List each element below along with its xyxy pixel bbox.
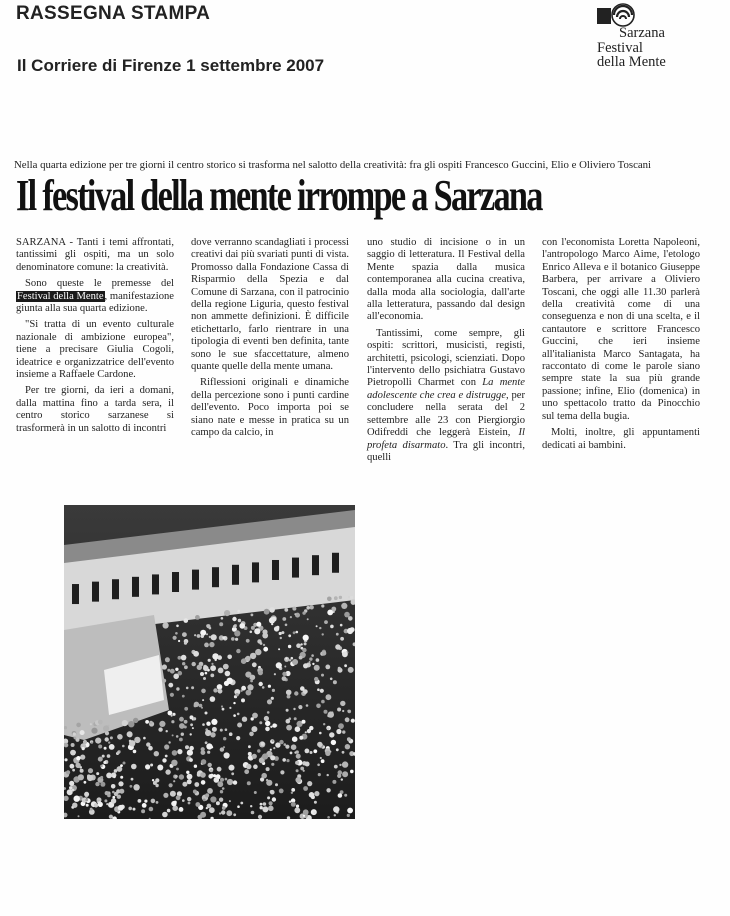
- paragraph: [367, 328, 525, 464]
- book-title: Il profeta disarmato: [367, 427, 525, 451]
- text-run: Tantissimi, come sempre, gli ospiti: scrittori, musicisti, registi, architetti, psicologi, scienziati. Dopo l'intervento dello psichiatra Gustavo Pietropolli Charmet con: [367, 327, 525, 389]
- text-run: Sono queste le premesse del: [25, 278, 174, 290]
- book-title: La mente adolescente che crea e distrugge: [367, 377, 525, 401]
- logo-line-sarzana: Sarzana: [619, 25, 665, 41]
- text-run: , manifestazione giunta alla sua quarta edizione.: [16, 290, 174, 315]
- paragraph: Molti, inoltre, gli appuntamenti dedicati ai bambini.: [542, 427, 700, 451]
- festival-name-highlight: Festival della Mente: [17, 290, 104, 302]
- logo-line-festival: Festival: [597, 39, 643, 56]
- aerial-crowd-photo: [64, 505, 355, 819]
- paragraph: con l'economista Loretta Napoleoni, l'antropologo Marco Aime, l'etologo Enrico Alleva e il botanico Giuseppe Barbera, per arrivare a Oliviero Toscani, che oggi alle 11.30 parlerà della creatività come di una conseguenza e non di una scelta, e il cantautore e scrittore Francesco Guccini, che ieri insieme all'italianista Marco Santagata, ha raccontato di come le parole siano sempre state la sua più grande passione; infine, Elio (domenica) in uno spettacolo tratto da Pinocchio sul tema della bugia.: [542, 237, 700, 422]
- paragraph: SARZANA - Tanti i temi affrontati, tantissimi gli ospiti, ma un solo denominatore comune: la creatività.: [16, 237, 174, 273]
- crowd-photo-graphic: [64, 505, 355, 819]
- article-headline: Il festival della mente irrompe a Sarzana: [16, 171, 542, 220]
- paragraph: uno studio di incisione o in un saggio di letteratura. Il Festival della Mente spazia dalla musica contemporanea alla cucina creativa, dalla moda alla sociologia, dall'arte alla letteratura, passando dal design all'economia.: [367, 237, 525, 323]
- article-column-3: [367, 237, 525, 468]
- paragraph: Per tre giorni, da ieri a domani, dalla mattina fino a tarda sera, il centro storico sarzanese si trasformerà in un salotto di incontri: [16, 385, 174, 434]
- text-run: . Tra gli incontri, quelli: [367, 439, 526, 463]
- article-column-2: [191, 237, 349, 444]
- article-body: [16, 237, 700, 497]
- text-run: , per concludere nella serata del 2 settembre alle 23 con Piergiorgio Odifreddi che leggerà Eistein,: [367, 389, 525, 439]
- article-overline: Nella quarta edizione per tre giorni il centro storico si trasforma nel salotto della creatività: fra gli ospiti Francesco Guccini, Elio e Oliviero Toscani: [14, 159, 652, 171]
- article-column-1: [16, 237, 174, 439]
- paragraph: [16, 278, 174, 315]
- article-column-4: [542, 237, 700, 456]
- logo-line-della-mente: della Mente: [597, 54, 666, 70]
- paragraph: dove verranno scandagliati i processi creativi dai più svariati punti di vista. Promosso dalla Fondazione Cassa di Risparmio della Spezia e dal Comune di Sarzana, con il patrocinio della regione Liguria, questo festival non ammette definizioni. È difficile etichettarlo, farlo rientrare in una tipologia di eventi ben definita, tante sono le sue sfaccettature, almeno quante quelle della mente umana.: [191, 237, 349, 373]
- paragraph: "Si tratta di un evento culturale nazionale di ambizione europea", tiene a precisare Giulia Cogoli, ideatrice e organizzatrice dell'evento insieme a Raffaele Cardone.: [16, 319, 174, 381]
- newspaper-source-line: Il Corriere di Firenze 1 settembre 2007: [17, 56, 325, 75]
- press-review-label: RASSEGNA STAMPA: [16, 3, 211, 24]
- festival-logo: [597, 2, 707, 74]
- logo-wordmark: [597, 26, 666, 70]
- press-review-header: [16, 3, 210, 25]
- paragraph: Riflessioni originali e dinamiche della percezione sono i punti cardine dell'evento. Poco importa poi se siano nate e messe in pratica su un campo da calcio, in: [191, 377, 349, 439]
